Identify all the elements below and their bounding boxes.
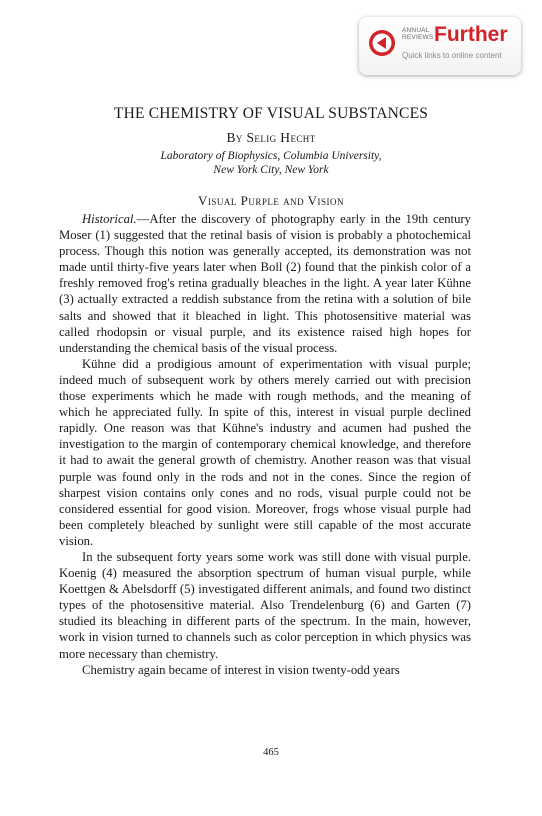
page-number: 465	[263, 747, 279, 758]
paragraph-1	[59, 211, 471, 356]
paragraph-4: Chemistry again became of interest in vision twenty-odd years	[82, 662, 400, 677]
further-badge[interactable]	[359, 17, 521, 75]
further-tagline[interactable]: Quick links to online content	[402, 51, 502, 60]
section-heading: Visual Purple and Vision	[197, 193, 345, 208]
affiliation-line-2: New York City, New York	[213, 164, 329, 176]
further-label[interactable]: Further	[434, 23, 508, 46]
author-line: By Selig Hecht	[226, 130, 316, 145]
paragraph-3: In the subsequent forty years some work was still done with visual purple. Koenig (4) measured the absorption spectrum of human visual purple, while Koettgen & Abelsdorff (5) investigated different animals, and found two distinct types of the photosensitive material. Also Trendelenburg (6) and Garten (7) studied its bleaching in different parts of the spectrum. In the main, however, work in vision turned to channels such as color perception in which physics was more necessary than chemistry.	[59, 549, 471, 661]
paragraph-1-lead: Historical.	[82, 212, 137, 226]
brand-line-2: REVIEWS	[402, 34, 434, 41]
paragraph-1-text: —After the discovery of photography early in the 19th century Moser (1) suggested that the retinal basis of vision is probably a photochemical process. Though this notion was generally accepted, its demonstration was not made until thirty-five years later when Boll (2) found that the pinkish color of a freshly removed frog's retina gradually bleaches in the light. A year later Kühne (3) actually extracted a reddish substance from the retina with a solution of bile salts and showed that it bleached in light. This photosensitive material was called rhodopsin or visual purple, and its existence raised high hopes for understanding the chemical basis of the visual process.	[59, 212, 471, 355]
annual-reviews-logo-text	[402, 27, 434, 41]
play-arrow-icon	[368, 29, 396, 57]
affiliation-line-1: Laboratory of Biophysics, Columbia University,	[160, 150, 382, 162]
paragraph-2: Kühne did a prodigious amount of experimentation with visual purple; indeed much of subsequent work by others merely carried out with precision those experiments which he made with rough methods, and the meaning of which he appreciated fully. In spite of this, interest in visual purple declined rapidly. One reason was that Kühne's industry and acumen had pushed the investigation to the margin of contemporary chemical knowledge, and therefore it had to await the general growth of chemistry. Another reason was that visual purple was found only in the rods and not in the cones. Since the region of sharpest vision contains only cones and no rods, visual purple could not be considered essential for good vision. Moreover, frogs whose visual purple had been completely bleached by sunlight were still capable of the most accurate vision.	[59, 356, 471, 548]
article-body	[59, 211, 471, 678]
brand-line-1: ANNUAL	[402, 27, 430, 34]
article-title: THE CHEMISTRY OF VISUAL SUBSTANCES	[113, 105, 429, 122]
affiliation	[0, 149, 542, 177]
